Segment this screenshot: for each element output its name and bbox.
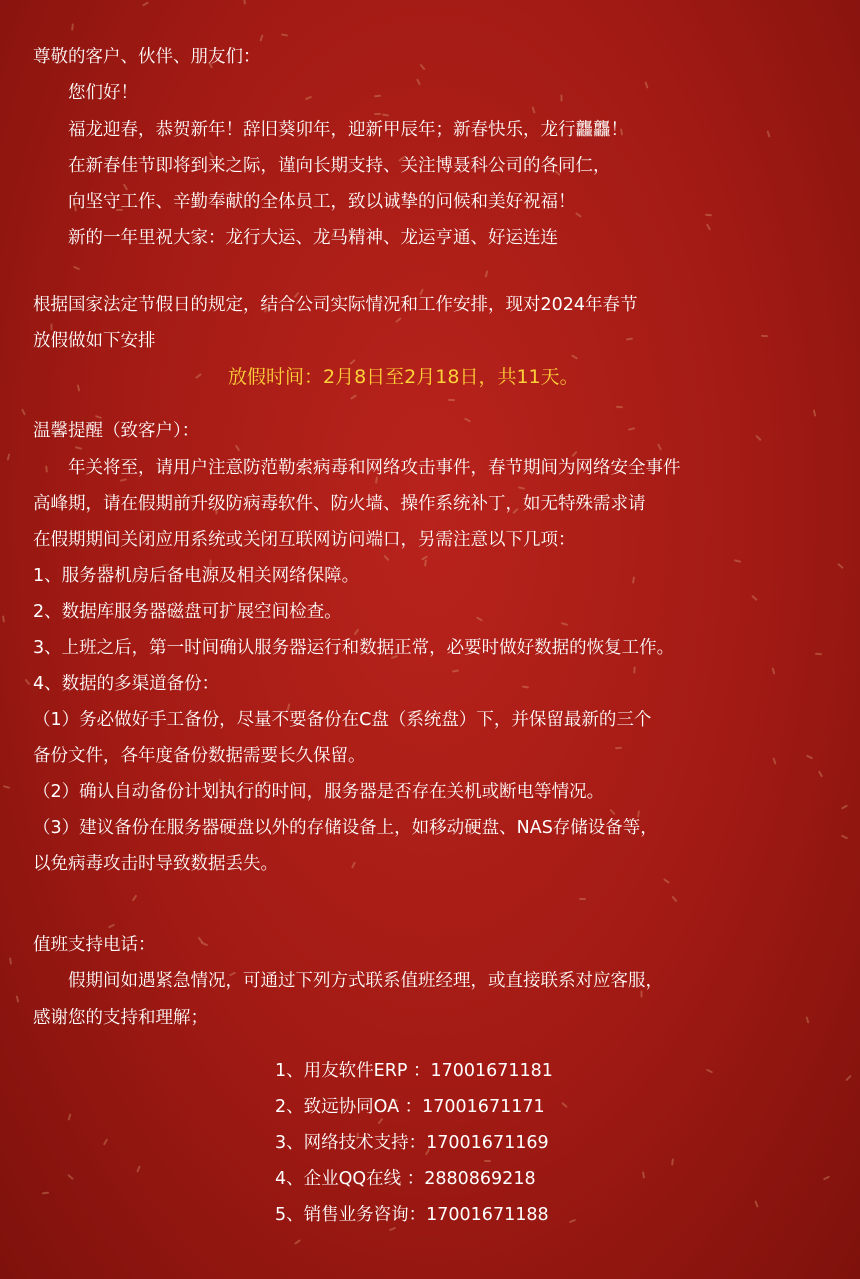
texture-speck: [259, 34, 263, 41]
texture-speck: [755, 435, 761, 441]
notice-line-2: 放假做如下安排: [33, 331, 156, 351]
texture-speck: [560, 94, 562, 101]
texture-speck: [95, 415, 102, 419]
contact-qq: 4、企业QQ在线 ：2880869218: [275, 1169, 536, 1189]
texture-speck: [9, 957, 12, 964]
texture-speck: [561, 622, 568, 626]
texture-speck: [354, 629, 360, 636]
texture-speck: [632, 576, 635, 583]
greeting-line-3: 向坚守工作、辛勤奉献的全体员工，致以诚挚的问候和美好祝福！: [68, 192, 576, 212]
support-intro-2: 感谢您的支持和理解；: [33, 1008, 208, 1028]
texture-speck: [305, 96, 312, 100]
texture-speck: [609, 809, 615, 816]
reminder-title: 温馨提醒（致客户）：: [33, 421, 200, 441]
texture-speck: [235, 445, 240, 452]
greeting-line-1: 福龙迎春，恭贺新年！辞旧葵卯年，迎新甲辰年；新春快乐，龙行龘龘！: [68, 120, 628, 140]
texture-speck: [705, 214, 712, 217]
texture-speck: [761, 335, 768, 337]
reminder-intro-3: 在假期期间关闭应用系统或关闭互联网访问端口，另需注意以下几项：: [33, 530, 576, 550]
texture-speck: [395, 317, 402, 323]
texture-speck: [818, 770, 823, 777]
texture-speck: [73, 266, 80, 271]
texture-speck: [837, 563, 844, 569]
texture-speck: [68, 1113, 72, 1120]
texture-speck: [136, 1165, 140, 1172]
texture-speck: [378, 1118, 384, 1125]
texture-speck: [706, 223, 711, 230]
texture-speck: [416, 78, 421, 85]
texture-speck: [350, 394, 357, 399]
contact-erp: 1、用友软件ERP ：17001671181: [275, 1061, 553, 1081]
texture-speck: [294, 1239, 301, 1245]
texture-speck: [198, 937, 204, 944]
texture-speck: [67, 1174, 74, 1180]
texture-speck: [823, 1176, 830, 1181]
greeting-line-2: 在新春佳节即将到来之际，谨向长期支持、关注博聂科公司的各同仁，: [68, 156, 611, 176]
texture-speck: [657, 443, 662, 450]
texture-speck: [841, 804, 848, 809]
texture-speck: [123, 183, 128, 190]
texture-speck: [663, 878, 670, 884]
texture-speck: [845, 1075, 851, 1081]
support-title: 值班支持电话：: [33, 935, 156, 955]
texture-speck: [642, 1171, 645, 1178]
texture-speck: [633, 666, 635, 673]
reminder-sub-1a: （1）务必做好手工备份，尽量不要备份在C盘（系统盘）下，并保留最新的三个: [33, 710, 652, 730]
hello-line: 您们好！: [68, 83, 138, 103]
reminder-item-4: 4、数据的多渠道备份：: [33, 674, 220, 694]
contact-sales: 5、销售业务咨询：17001671188: [275, 1205, 549, 1225]
holiday-period: 放假时间：2月8日至2月18日，共11天。: [228, 366, 579, 388]
texture-speck: [484, 1160, 491, 1162]
greeting-line-4: 新的一年里祝大家：龙行大运、龙马精神、龙运亨通、好运连连: [68, 228, 558, 248]
texture-speck: [448, 399, 455, 401]
texture-speck: [754, 1200, 758, 1207]
texture-speck: [522, 685, 529, 688]
texture-speck: [671, 896, 677, 903]
texture-speck: [766, 130, 770, 137]
texture-speck: [45, 465, 48, 472]
reminder-sub-2: （2）确认自动备份计划执行的时间，服务器是否存在关机或断电等情况。: [33, 782, 605, 802]
texture-speck: [42, 1192, 49, 1195]
texture-speck: [476, 616, 483, 621]
texture-speck: [75, 446, 82, 450]
texture-speck: [615, 747, 622, 750]
texture-speck: [485, 270, 489, 277]
texture-speck: [751, 595, 758, 601]
contact-network: 3、网络技术支持：17001671169: [275, 1133, 549, 1153]
texture-speck: [806, 755, 813, 760]
texture-speck: [644, 81, 648, 88]
texture-speck: [382, 114, 389, 117]
texture-speck: [571, 354, 578, 359]
reminder-sub-3b: 以免病毒攻击时导致数据丢失。: [33, 854, 278, 874]
texture-speck: [626, 338, 633, 341]
texture-speck: [108, 924, 115, 929]
texture-speck: [452, 669, 459, 672]
texture-speck: [142, 1, 149, 6]
texture-speck: [71, 23, 74, 30]
reminder-item-1: 1、服务器机房后备电源及相关网络保障。: [33, 566, 360, 586]
texture-speck: [628, 427, 635, 431]
texture-speck: [813, 409, 816, 416]
reminder-intro-2: 高峰期，请在假期前升级防病毒软件、防火墙、操作系统补丁，如无特殊需求请: [33, 494, 646, 514]
texture-speck: [424, 559, 427, 566]
contact-oa: 2、致远协同OA ：17001671171: [275, 1097, 545, 1117]
texture-speck: [132, 895, 138, 902]
texture-speck: [16, 995, 20, 1002]
texture-speck: [21, 408, 26, 415]
texture-speck: [77, 384, 81, 391]
texture-speck: [575, 212, 582, 218]
texture-speck: [464, 418, 471, 423]
support-intro-1: 假期间如遇紧急情况，可通过下列方式联系值班经理，或直接联系对应客服，: [68, 971, 663, 991]
texture-speck: [374, 95, 381, 98]
texture-speck: [349, 359, 356, 365]
texture-speck: [518, 486, 525, 490]
texture-speck: [579, 898, 586, 900]
texture-speck: [7, 453, 11, 460]
texture-speck: [561, 1102, 568, 1108]
reminder-sub-1b: 备份文件，各年度备份数据需要长久保留。: [33, 746, 366, 766]
texture-speck: [569, 1219, 576, 1224]
texture-speck: [772, 667, 776, 674]
texture-speck: [243, 0, 246, 5]
texture-speck: [419, 64, 425, 71]
texture-speck: [706, 1069, 713, 1074]
notice-line-1: 根据国家法定节假日的规定，结合公司实际情况和工作安排，现对2024年春节: [33, 295, 638, 315]
texture-speck: [734, 559, 741, 563]
texture-speck: [772, 757, 776, 764]
salutation: 尊敬的客户、伙伴、朋友们：: [33, 47, 261, 67]
reminder-intro-1: 年关将至，请用户注意防范勒索病毒和网络攻击事件，春节期间为网络安全事件: [68, 458, 681, 478]
texture-speck: [806, 1016, 810, 1023]
texture-speck: [616, 406, 623, 409]
texture-speck: [195, 373, 202, 379]
texture-speck: [3, 785, 10, 789]
texture-speck: [2, 615, 5, 622]
texture-speck: [671, 1158, 674, 1165]
texture-speck: [815, 653, 822, 656]
texture-speck: [531, 106, 535, 113]
texture-speck: [351, 861, 356, 868]
texture-speck: [389, 1227, 396, 1231]
reminder-item-2: 2、数据库服务器磁盘可扩展空间检查。: [33, 602, 342, 622]
reminder-item-3: 3、上班之后，第一时间确认服务器运行和数据正常，必要时做好数据的恢复工作。: [33, 638, 675, 658]
texture-speck: [24, 679, 30, 686]
texture-speck: [281, 33, 288, 36]
texture-speck: [374, 113, 381, 115]
texture-speck: [103, 1138, 108, 1145]
reminder-sub-3a: （3）建议备份在服务器硬盘以外的存储设备上，如移动硬盘、NAS存储设备等，: [33, 818, 658, 838]
texture-speck: [841, 835, 848, 840]
texture-speck: [383, 555, 389, 561]
